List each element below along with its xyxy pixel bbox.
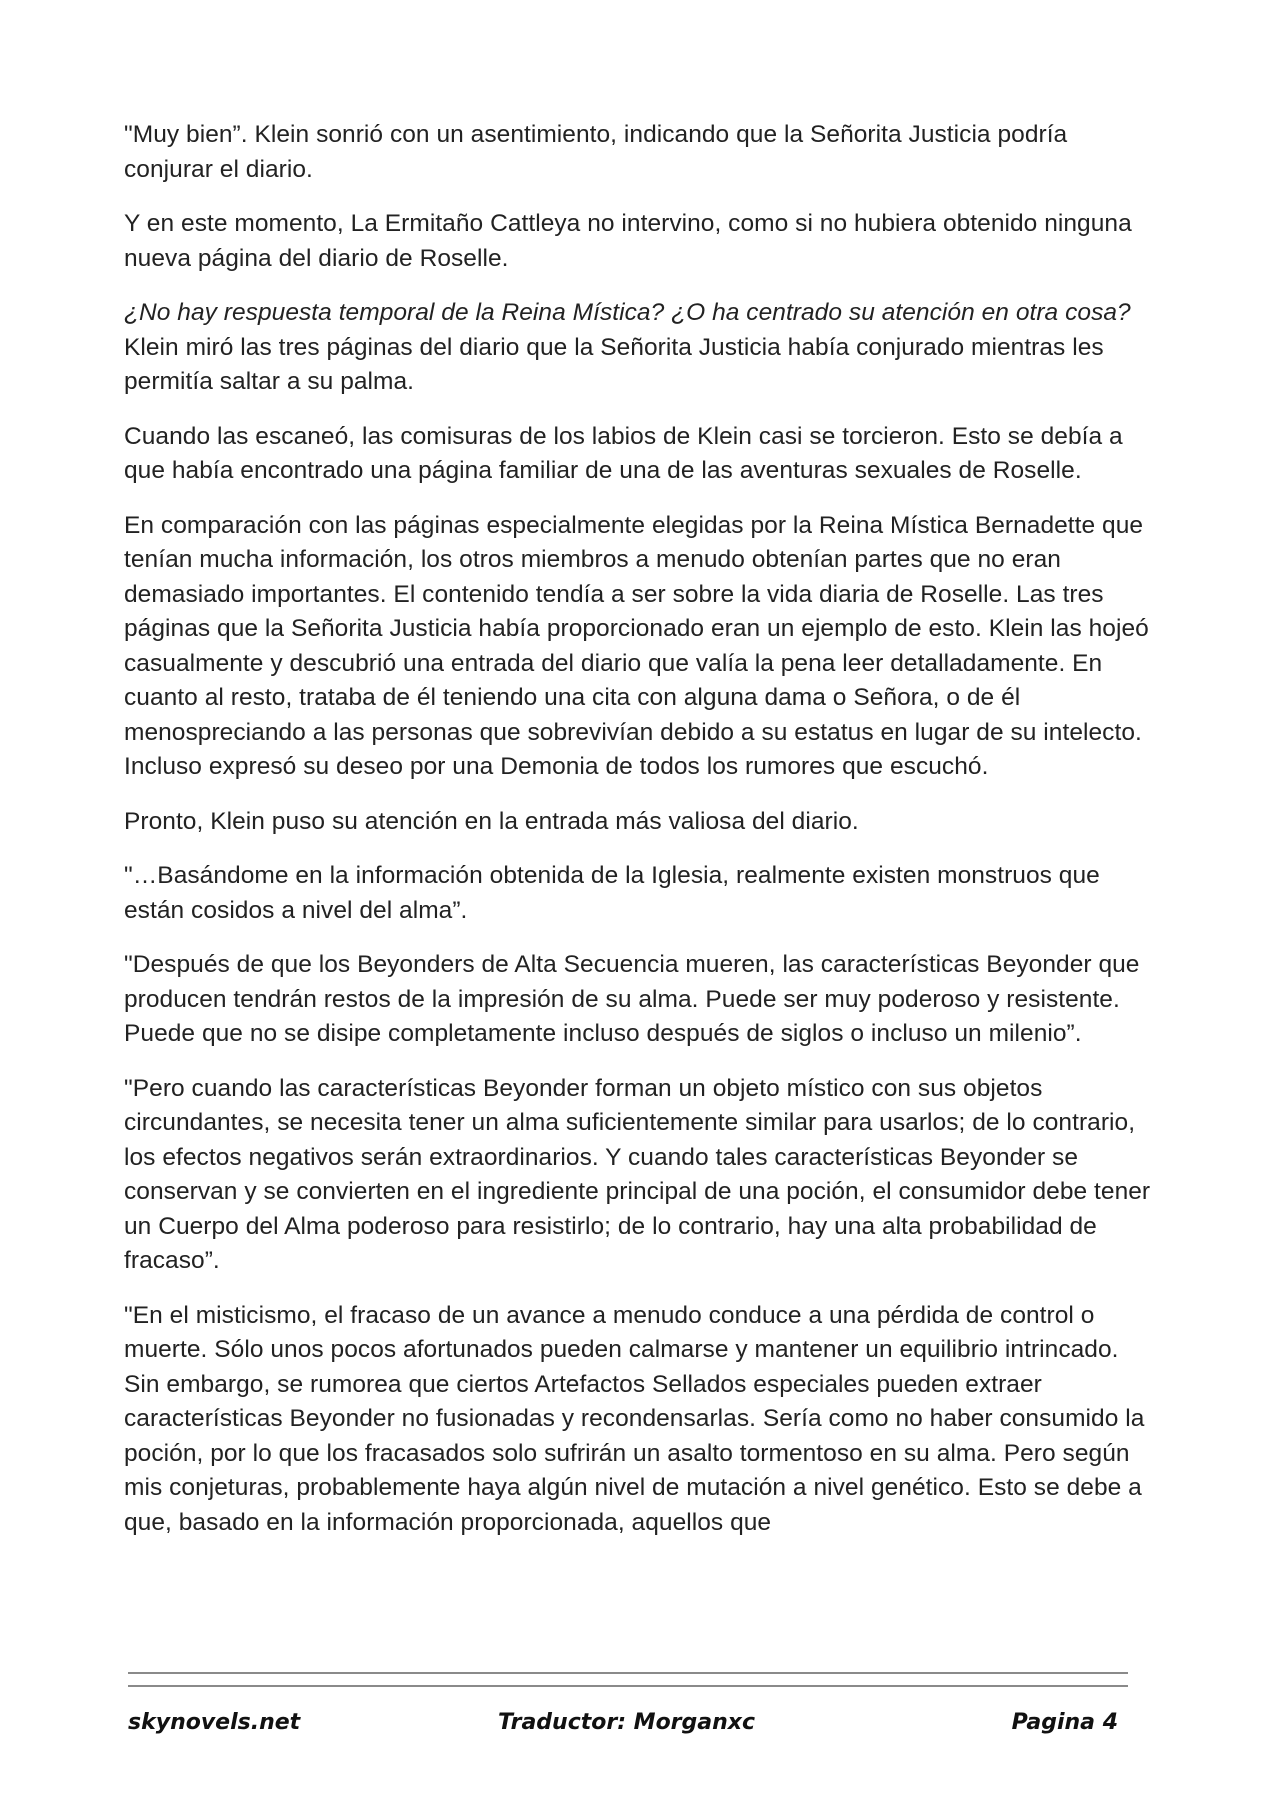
paragraph: Y en este momento, La Ermitaño Cattleya no intervino, como si no hubiera obtenido ninguna nueva página del diario de Roselle. [124, 210, 1132, 272]
footer-divider [128, 1672, 1128, 1674]
footer-divider [128, 1685, 1128, 1687]
paragraph [124, 296, 1154, 400]
paragraph-text: Klein miró las tres páginas del diario que la Señorita Justicia había conjurado mientras les permitía saltar a su palma. [124, 333, 1104, 395]
paragraph: "…Basándome en la información obtenida de la Iglesia, realmente existen monstruos que están cosidos a nivel del alma”. [124, 862, 1100, 924]
footer-translator: Traductor: Morganxc [498, 1710, 756, 1735]
footer-page-number: Pagina 4 [1011, 1710, 1118, 1735]
paragraph: Pronto, Klein puso su atención en la entrada más valiosa del diario. [124, 807, 859, 835]
italic-thought: ¿No hay respuesta temporal de la Reina Mística? ¿O ha centrado su atención en otra cosa? [124, 299, 1131, 326]
paragraph: "Pero cuando las características Beyonder forman un objeto místico con sus objetos circundantes, se necesita tener un alma suficientemente similar para usarlos; de lo contrario, los efectos negativos serán extraordinarios. Y cuando tales características Beyonder se conservan y se convierten en el ingrediente principal de una poción, el consumidor debe tener un Cuerpo del Alma poderoso para resistirlo; de lo contrario, hay una alta probabilidad de fracaso”. [124, 1074, 1151, 1274]
paragraph: "Muy bien”. Klein sonrió con un asentimiento, indicando que la Señorita Justicia podría conjurar el diario. [124, 121, 1068, 183]
paragraph: "En el misticismo, el fracaso de un avance a menudo conduce a una pérdida de control o muerte. Sólo unos pocos afortunados pueden calmarse y mantener un equilibrio intrincado. Sin embargo, se rumorea que ciertos Artefactos Sellados especiales pueden extraer características Beyonder no fusionadas y recondensarlas. Sería como no haber consumido la poción, por lo que los fracasados solo sufrirán un asalto tormentoso en su alma. Pero según mis conjeturas, probablemente haya algún nivel de mutación a nivel genético. Esto se debe a que, basado en la información proporcionada, aquellos que [124, 1301, 1145, 1536]
document-body [124, 118, 1154, 1560]
paragraph: "Después de que los Beyonders de Alta Secuencia mueren, las características Beyonder que producen tendrán restos de la impresión de su alma. Puede ser muy poderoso y resistente. Puede que no se disipe completamente incluso después de siglos o incluso un milenio”. [124, 951, 1140, 1047]
paragraph: En comparación con las páginas especialmente elegidas por la Reina Mística Bernadette que tenían mucha información, los otros miembros a menudo obtenían partes que no eran demasiado importantes. El contenido tendía a ser sobre la vida diaria de Roselle. Las tres páginas que la Señorita Justicia había proporcionado eran un ejemplo de esto. Klein las hojeó casualmente y descubrió una entrada del diario que valía la pena leer detalladamente. En cuanto al resto, trataba de él teniendo una cita con alguna dama o Señora, o de él menospreciando a las personas que sobrevivían debido a su estatus en lugar de su intelecto. Incluso expresó su deseo por una Demonia de todos los rumores que escuchó. [124, 511, 1149, 780]
page-footer [128, 1710, 1128, 1750]
paragraph: Cuando las escaneó, las comisuras de los labios de Klein casi se torcieron. Esto se debía a que había encontrado una página familiar de una de las aventuras sexuales de Roselle. [124, 422, 1123, 484]
footer-site: skynovels.net [128, 1710, 301, 1735]
